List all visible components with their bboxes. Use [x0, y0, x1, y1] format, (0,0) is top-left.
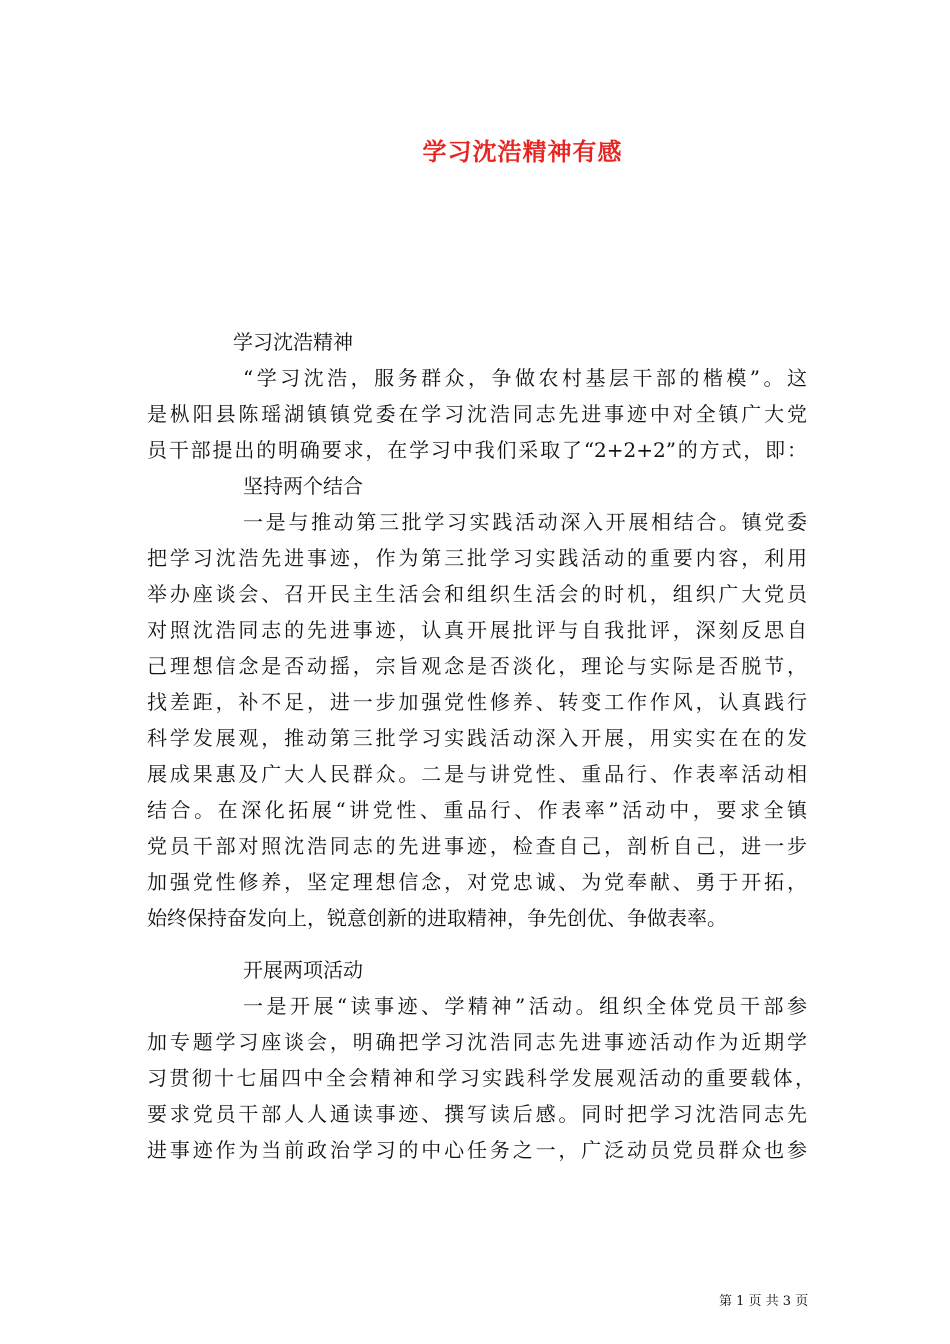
text-line: 举办座谈会、召开民主生活会和组织生活会的时机，组织广大党员	[147, 582, 807, 606]
document-title: 学习沈浩精神有感	[422, 138, 623, 166]
text-line: 员干部提出的明确要求，在学习中我们采取了“2+2+2”的方式，即：	[147, 438, 807, 462]
text-line: 找差距，补不足，进一步加强党性修养、转变工作作风，认真践行	[147, 690, 807, 714]
text-line: 进事迹作为当前政治学习的中心任务之一，广泛动员党员群众也参	[147, 1138, 807, 1162]
text-line: 加强党性修养，坚定理想信念，对党忠诚、为党奉献、勇于开拓，	[147, 870, 807, 894]
text-line: 学习沈浩精神	[233, 330, 353, 354]
text-line: 坚持两个结合	[243, 474, 363, 498]
text-line: 开展两项活动	[243, 958, 363, 982]
text-line: 习贯彻十七届四中全会精神和学习实践科学发展观活动的重要载体，	[147, 1066, 815, 1090]
text-line: 一是与推动第三批学习实践活动深入开展相结合。镇党委	[243, 510, 807, 534]
text-line: 结合。在深化拓展“讲党性、重品行、作表率”活动中，要求全镇	[147, 798, 807, 822]
text-line: 把学习沈浩先进事迹，作为第三批学习实践活动的重要内容，利用	[147, 546, 807, 570]
text-line: 要求党员干部人人通读事迹、撰写读后感。同时把学习沈浩同志先	[147, 1102, 807, 1126]
text-line: 对照沈浩同志的先进事迹，认真开展批评与自我批评，深刻反思自	[147, 618, 807, 642]
text-line: 党员干部对照沈浩同志的先进事迹，检查自己，剖析自己，进一步	[147, 834, 807, 858]
text-line: 加专题学习座谈会，明确把学习沈浩同志先进事迹活动作为近期学	[147, 1030, 807, 1054]
page-number-footer: 第 1 页 共 3 页	[719, 1294, 809, 1309]
text-line: 科学发展观，推动第三批学习实践活动深入开展，用实实在在的发	[147, 726, 807, 750]
text-line: 始终保持奋发向上，锐意创新的进取精神，争先创优、争做表率。	[147, 906, 727, 930]
text-line: “学习沈浩，服务群众，争做农村基层干部的楷模”。这	[243, 366, 807, 390]
text-line: 己理想信念是否动摇，宗旨观念是否淡化，理论与实际是否脱节，	[147, 654, 807, 678]
text-line: 一是开展“读事迹、学精神”活动。组织全体党员干部参	[243, 994, 807, 1018]
text-line: 展成果惠及广大人民群众。二是与讲党性、重品行、作表率活动相	[147, 762, 807, 786]
text-line: 是枞阳县陈瑶湖镇镇党委在学习沈浩同志先进事迹中对全镇广大党	[147, 402, 807, 426]
